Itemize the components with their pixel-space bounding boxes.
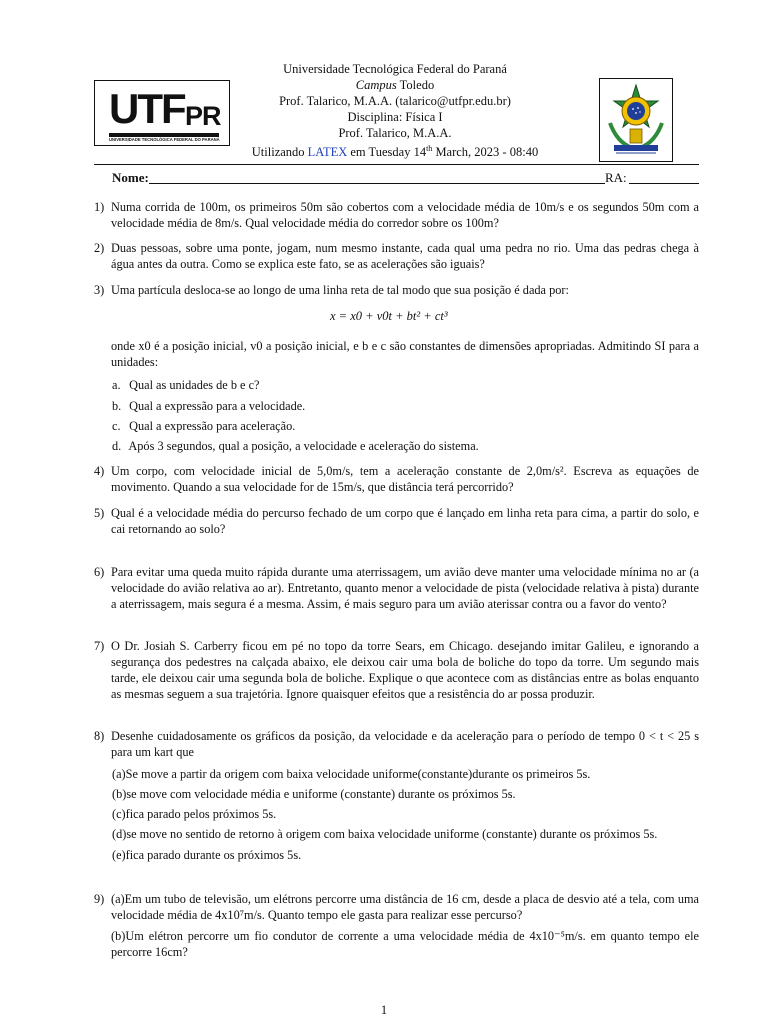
date-suffix: March, 2023 - 08:40 xyxy=(432,145,539,160)
question-text: Numa corrida de 100m, os primeiros 50m são cobertos com a velocidade média de 10m/s e os segundos 50m com a velocidade média de 8m/s. Qual velocidade média do corredor sobre os 100m? xyxy=(111,200,699,230)
q8-item-c: (c)fica parado pelos próximos 5s. xyxy=(112,807,277,821)
question-9-part-b xyxy=(94,928,699,960)
logo-tagline: UNIVERSIDADE TECNOLÓGICA FEDERAL DO PARANÁ xyxy=(109,137,220,142)
name-label: Nome: xyxy=(112,170,149,185)
utfpr-logo xyxy=(94,80,230,146)
question-3-continuation xyxy=(94,338,699,370)
question-text: onde x0 é a posição inicial, v0 a posição inicial, e b e c são constantes de dimensões apropriadas. Admitindo SI para a unidades: xyxy=(111,339,699,369)
date-sup: th xyxy=(426,144,433,153)
question-number: 1) xyxy=(94,200,105,214)
page-number: 1 xyxy=(380,1003,388,1017)
q3-item-c: c. Qual a expressão para aceleração. xyxy=(112,419,296,433)
q8-item-b: (b)se move com velocidade média e uniforme (constante) durante os próximos 5s. xyxy=(112,787,516,801)
question-8 xyxy=(94,728,699,760)
name-field[interactable] xyxy=(149,183,605,184)
question-number: 9) xyxy=(94,892,105,906)
question-text: Uma partícula desloca-se ao longo de uma linha reta de tal modo que sua posição é dada por: xyxy=(111,283,569,297)
question-5 xyxy=(94,505,699,537)
question-text: O Dr. Josiah S. Carberry ficou em pé no topo da torre Sears, em Chicago. desejando imitar Galileu, e ignorando a segurança dos pedestres na calçada abaixo, ele deixou cair uma bola de boliche do topo da torre. Um segundo mais tarde, ele deixou cair uma segunda bola de boliche. Explique o que acontece com as distâncias entre as bolas enquanto as mesmas seguem a sua trajetória. Ignore quaisquer efeitos que a resistência do ar possa produzir. xyxy=(111,639,699,701)
question-text: Para evitar uma queda muito rápida durante uma aterrissagem, um avião deve manter uma velocidade mínima no ar (a velocidade do avião relativa ao ar). Entretanto, quanto menor a velocidade de pista (velocidade relativa à pista) durante a aterrissagem, mais segura é a mesma. Assim, é mais seguro para um avião aterissar contra ou a favor do vento? xyxy=(111,565,699,611)
q3-item-b: b. Qual a expressão para a velocidade. xyxy=(112,399,306,413)
question-number: 6) xyxy=(94,565,105,579)
question-text: Um corpo, com velocidade inicial de 5,0m/s, tem a aceleração constante de 2,0m/s². Escreva as equações de movimento. Quando a sua velocidade for de 15m/s, que distância terá percorrido? xyxy=(111,464,699,494)
latex-link[interactable]: LATEX xyxy=(307,145,348,160)
question-number: 8) xyxy=(94,729,105,743)
question-6 xyxy=(94,564,699,612)
q8-item-a: (a)Se move a partir da origem com baixa velocidade uniforme(constante)durante os primeiros 5s. xyxy=(112,767,591,781)
question-number: 4) xyxy=(94,464,105,478)
question-text: Qual é a velocidade média do percurso fechado de um corpo que é lançado em linha reta para cima, a partir do solo, e cai retornando ao solo? xyxy=(111,506,699,536)
q8-item-e: (e)fica parado durante os próximos 5s. xyxy=(112,848,302,862)
question-3 xyxy=(94,282,699,298)
question-number: 7) xyxy=(94,639,105,653)
date-text: em Tuesday 14 xyxy=(347,145,427,160)
ra-field[interactable] xyxy=(629,183,699,184)
question-1 xyxy=(94,199,699,231)
question-number: 5) xyxy=(94,506,105,520)
coat-of-arms-icon xyxy=(600,79,672,161)
question-text: Desenhe cuidadosamente os gráficos da posição, da velocidade e da aceleração para o período de tempo 0 < t < 25 s para um kart que xyxy=(111,729,699,759)
header-discipline: Disciplina: Física I xyxy=(347,110,443,124)
campus-label: Campus xyxy=(355,78,397,92)
header-professor: Prof. Talarico, M.A.A. xyxy=(338,126,452,140)
question-text: (a)Em um tubo de televisão, um elétrons percorre uma distância de 16 cm, desde a placa de desvio até a tela, com uma velocidade média de 4x10⁷m/s. Quanto tempo ele gasta para realizar esse percurso? xyxy=(111,892,699,922)
question-9 xyxy=(94,891,699,923)
q3-item-a: a. Qual as unidades de b e c? xyxy=(112,378,260,392)
question-text: (b)Um elétron percorre um fio condutor de corrente a uma velocidade média de 4x10⁻⁵m/s. em quanto tempo ele percorre 16cm? xyxy=(111,929,699,959)
question-number: 2) xyxy=(94,241,105,255)
header-professor-email: Prof. Talarico, M.A.A. (talarico@utfpr.edu.br) xyxy=(279,94,511,108)
header-campus xyxy=(230,77,560,93)
q8-item-d: (d)se move no sentido de retorno à origem com baixa velocidade uniforme (constante) durante os próximos 5s. xyxy=(112,827,658,841)
header-rule xyxy=(94,164,699,165)
q3-item-d: d. Após 3 segundos, qual a posição, a velocidade e aceleração do sistema. xyxy=(112,439,479,453)
question-7 xyxy=(94,638,699,702)
question-number: 3) xyxy=(94,283,105,297)
brazil-coat-of-arms xyxy=(599,78,673,162)
question-2 xyxy=(94,240,699,272)
campus-name: Toledo xyxy=(396,78,435,92)
date-prefix: Utilizando xyxy=(251,145,308,160)
logo-text-main: UTF xyxy=(109,85,185,132)
position-formula: x = x0 + v0t + bt² + ct³ xyxy=(330,309,448,323)
question-4 xyxy=(94,463,699,495)
ra-label: RA: xyxy=(605,170,627,185)
header-date-line xyxy=(230,141,560,160)
header-university: Universidade Tecnológica Federal do Paraná xyxy=(283,62,507,76)
question-text: Duas pessoas, sobre uma ponte, jogam, num mesmo instante, cada qual uma pedra no rio. Uma das pedras chega à água antes da outra. Como se explica este fato, se as acelerações são iguais? xyxy=(111,241,699,271)
logo-text-pr: PR xyxy=(185,101,221,131)
